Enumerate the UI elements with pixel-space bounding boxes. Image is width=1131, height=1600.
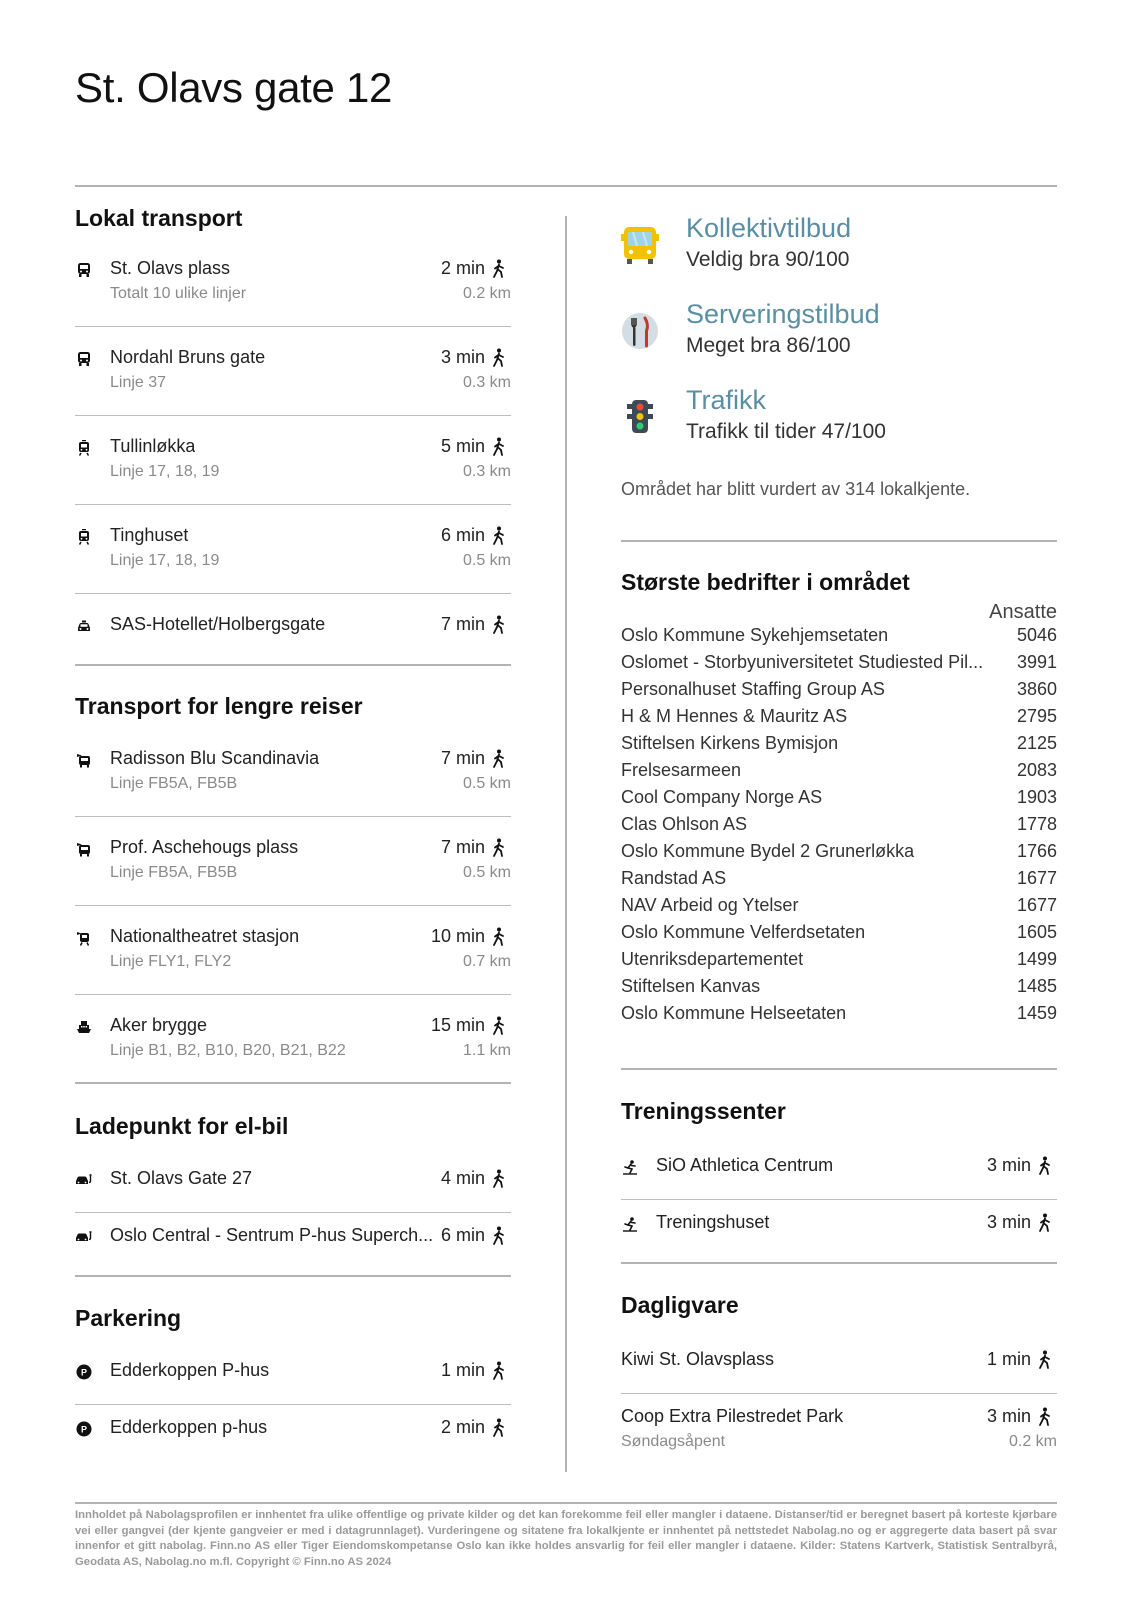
stop-name: Tinghuset xyxy=(110,525,189,545)
stop-lines: Linje FB5A, FB5B xyxy=(110,775,238,792)
walking-icon xyxy=(491,1361,507,1381)
table-row xyxy=(621,652,1057,679)
table-row xyxy=(621,814,1057,841)
divider xyxy=(75,1404,511,1405)
ev-charger-icon xyxy=(75,1171,93,1189)
divider xyxy=(621,540,1057,542)
gym-icon xyxy=(621,1215,639,1233)
bus-icon xyxy=(75,261,93,279)
page-title: St. Olavs gate 12 xyxy=(75,64,393,111)
employee-count: 1903 xyxy=(1016,787,1057,807)
list-item[interactable] xyxy=(75,835,511,905)
walk-time: 7 min xyxy=(440,614,485,634)
walk-time: 2 min xyxy=(440,258,485,278)
rating-score: Veldig bra 90/100 xyxy=(686,248,850,271)
walk-time: 3 min xyxy=(986,1406,1031,1426)
stop-name: SAS-Hotellet/Holbergsgate xyxy=(110,614,326,634)
divider xyxy=(621,1068,1057,1070)
employee-count: 1677 xyxy=(1016,868,1057,888)
airport-train-icon xyxy=(75,929,93,947)
employee-count: 1605 xyxy=(1016,922,1057,942)
ladepunkt-list xyxy=(75,1166,511,1269)
divider xyxy=(621,1262,1057,1264)
walking-icon xyxy=(491,437,507,457)
walking-icon xyxy=(1037,1156,1053,1176)
employee-count: 5046 xyxy=(1016,625,1057,645)
company-name: Utenriksdepartementet xyxy=(621,949,804,969)
list-item[interactable] xyxy=(75,1415,511,1461)
list-item[interactable] xyxy=(75,1013,511,1083)
list-item[interactable] xyxy=(75,523,511,593)
list-item[interactable] xyxy=(621,1210,1057,1256)
list-item[interactable] xyxy=(75,256,511,326)
store-name: Coop Extra Pilestredet Park xyxy=(621,1406,844,1426)
table-row xyxy=(621,922,1057,949)
walk-time: 4 min xyxy=(440,1168,485,1188)
table-row xyxy=(621,1003,1057,1030)
divider xyxy=(75,415,511,416)
gym-name: SiO Athletica Centrum xyxy=(656,1155,834,1175)
section-title-treningssenter: Treningssenter xyxy=(621,1098,786,1124)
stop-lines: Linje 17, 18, 19 xyxy=(110,463,220,480)
list-item[interactable] xyxy=(75,746,511,816)
dagligvare-list xyxy=(621,1347,1057,1474)
walk-time: 3 min xyxy=(986,1212,1031,1232)
left-column xyxy=(75,187,511,1461)
employee-count: 1485 xyxy=(1016,976,1057,996)
company-name: Oslo Kommune Sykehjemsetaten xyxy=(621,625,889,645)
stop-lines: Linje B1, B2, B10, B20, B21, B22 xyxy=(110,1042,346,1059)
walk-time: 6 min xyxy=(440,525,485,545)
treningssenter-list xyxy=(621,1153,1057,1256)
bus-icon xyxy=(75,350,93,368)
rating-serveringstilbud xyxy=(621,299,1057,385)
stop-name: Nordahl Bruns gate xyxy=(110,347,266,367)
walking-icon xyxy=(491,838,507,858)
walk-time: 3 min xyxy=(986,1155,1031,1175)
airport-bus-icon xyxy=(75,840,93,858)
parkering-list xyxy=(75,1358,511,1461)
divider xyxy=(621,1393,1057,1394)
walk-time: 1 min xyxy=(440,1360,485,1380)
distance: 0.5 km xyxy=(462,864,511,881)
walking-icon xyxy=(491,749,507,769)
stop-lines: Linje FLY1, FLY2 xyxy=(110,953,232,970)
charger-name: St. Olavs Gate 27 xyxy=(110,1168,253,1188)
table-row xyxy=(621,976,1057,1003)
gym-icon xyxy=(621,1158,639,1176)
ev-charger-icon xyxy=(75,1228,93,1246)
walking-icon xyxy=(491,259,507,279)
stop-name: Radisson Blu Scandinavia xyxy=(110,748,320,768)
stop-lines: Linje 37 xyxy=(110,374,167,391)
list-item[interactable] xyxy=(75,434,511,504)
walking-icon xyxy=(491,1418,507,1438)
distance: 0.3 km xyxy=(462,374,511,391)
table-row xyxy=(621,733,1057,760)
walk-time: 6 min xyxy=(440,1225,485,1245)
stop-name: Prof. Aschehougs plass xyxy=(110,837,299,857)
stop-lines: Linje FB5A, FB5B xyxy=(110,864,238,881)
walking-icon xyxy=(491,615,507,635)
distance: 1.1 km xyxy=(462,1042,511,1059)
divider xyxy=(75,816,511,817)
column-header-ansatte: Ansatte xyxy=(989,601,1057,623)
store-name: Kiwi St. Olavsplass xyxy=(621,1349,775,1369)
company-name: Personalhuset Staffing Group AS xyxy=(621,679,885,699)
divider xyxy=(75,1275,511,1277)
company-name: Oslo Kommune Helseetaten xyxy=(621,1003,847,1023)
rating-title: Kollektivtilbud xyxy=(686,213,852,243)
list-item[interactable] xyxy=(75,924,511,994)
divider xyxy=(75,1212,511,1213)
walk-time: 7 min xyxy=(440,748,485,768)
rating-kollektivtilbud xyxy=(621,213,1057,299)
section-title-lokal-transport: Lokal transport xyxy=(75,205,243,231)
rating-title: Trafikk xyxy=(686,385,766,415)
airport-bus-icon xyxy=(75,751,93,769)
company-name: Cool Company Norge AS xyxy=(621,787,823,807)
table-row xyxy=(621,841,1057,868)
divider xyxy=(75,504,511,505)
list-item[interactable] xyxy=(621,1347,1057,1393)
divider xyxy=(75,905,511,906)
walking-icon xyxy=(491,1016,507,1036)
company-name: Clas Ohlson AS xyxy=(621,814,748,834)
traffic-light-icon xyxy=(621,397,659,437)
company-name: Oslomet - Storbyuniversitetet Studiested Pil... xyxy=(621,652,984,672)
section-title-dagligvare: Dagligvare xyxy=(621,1292,739,1318)
walk-time: 1 min xyxy=(986,1349,1031,1369)
company-name: Frelsesarmeen xyxy=(621,760,742,780)
table-row xyxy=(621,787,1057,814)
company-name: NAV Arbeid og Ytelser xyxy=(621,895,799,915)
company-name: Randstad AS xyxy=(621,868,727,888)
distance: 0.2 km xyxy=(462,285,511,302)
ratings xyxy=(621,213,1057,471)
walking-icon xyxy=(491,1226,507,1246)
employee-count: 2795 xyxy=(1016,706,1057,726)
cutlery-icon xyxy=(621,311,659,351)
walking-icon xyxy=(1037,1407,1053,1427)
parking-name: Edderkoppen P-hus xyxy=(110,1360,270,1380)
divider xyxy=(75,994,511,995)
divider xyxy=(75,664,511,666)
parking-icon xyxy=(75,1363,93,1381)
list-item[interactable] xyxy=(75,612,511,658)
parking-name: Edderkoppen p-hus xyxy=(110,1417,268,1437)
distance: 0.3 km xyxy=(462,463,511,480)
stop-name: Tullinløkka xyxy=(110,436,196,456)
table-row xyxy=(621,895,1057,922)
list-item[interactable] xyxy=(621,1153,1057,1199)
distance: 0.5 km xyxy=(462,552,511,569)
section-title-ladepunkt: Ladepunkt for el-bil xyxy=(75,1113,289,1139)
stop-name: St. Olavs plass xyxy=(110,258,231,278)
table-row xyxy=(621,868,1057,895)
rating-score: Meget bra 86/100 xyxy=(686,334,851,357)
list-item[interactable] xyxy=(75,345,511,415)
company-name: Stiftelsen Kanvas xyxy=(621,976,761,996)
bedrifter-table xyxy=(621,625,1057,1030)
table-row xyxy=(621,760,1057,787)
divider xyxy=(75,326,511,327)
svg-text:P: P xyxy=(80,1367,88,1378)
lokal-transport-list xyxy=(75,256,511,658)
list-item[interactable] xyxy=(75,1223,511,1269)
section-title-parkering: Parkering xyxy=(75,1305,182,1331)
employee-count: 2125 xyxy=(1016,733,1057,753)
employee-count: 1677 xyxy=(1016,895,1057,915)
charger-name: Oslo Central - Sentrum P-hus Superch... xyxy=(110,1225,434,1245)
walking-icon xyxy=(491,348,507,368)
company-name: H & M Hennes & Mauritz AS xyxy=(621,706,848,726)
employee-count: 1766 xyxy=(1016,841,1057,861)
column-divider xyxy=(565,216,567,1472)
company-name: Stiftelsen Kirkens Bymisjon xyxy=(621,733,839,753)
footer-disclaimer: Innholdet på Nabolagsprofilen er innhentet fra ulike offentlige og private kilder og det kan forekomme feil eller mangler i dataene. Distanser/tid er beregnet basert på korteste kjørbare vei eller gangvei (der kjente gangveier er med i datagrunnlaget). Vurderingene og sitatene fra lokalkjente er innhentet på nettstedet Nabolag.no og er aggregerte data basert på svar innenfor et gitt nabolag. Finn.no AS eller Tiger Eiendomskompetanse Oslo kan ikke holdes ansvarlig for feil eller mangler i dataene. Kilder: Statens Kartverk, Statistisk Sentralbyrå, Geodata AS, Nabolag.no m.fl. Copyright © Finn.no AS 2024 xyxy=(75,1509,1057,1568)
employee-count: 3860 xyxy=(1016,679,1057,699)
lengre-reiser-list xyxy=(75,746,511,1083)
employee-count: 1459 xyxy=(1016,1003,1057,1023)
employee-count: 2083 xyxy=(1016,760,1057,780)
stop-name: Nationaltheatret stasjon xyxy=(110,926,300,946)
walking-icon xyxy=(1037,1350,1053,1370)
walk-time: 3 min xyxy=(440,347,485,367)
rating-trafikk xyxy=(621,385,1057,471)
svg-text:P: P xyxy=(80,1424,88,1435)
walking-icon xyxy=(491,526,507,546)
table-row xyxy=(621,949,1057,976)
distance: 0.7 km xyxy=(462,953,511,970)
table-row xyxy=(621,706,1057,733)
rating-score: Trafikk til tider 47/100 xyxy=(686,420,886,443)
walking-icon xyxy=(491,1169,507,1189)
list-item[interactable] xyxy=(75,1166,511,1212)
walking-icon xyxy=(491,927,507,947)
walk-time: 5 min xyxy=(440,436,485,456)
walk-time: 10 min xyxy=(430,926,485,946)
table-row xyxy=(621,679,1057,706)
taxi-icon xyxy=(75,617,93,635)
stop-lines: Totalt 10 ulike linjer xyxy=(110,285,247,302)
list-item[interactable] xyxy=(621,1404,1057,1474)
distance: 0.2 km xyxy=(1008,1433,1057,1450)
company-name: Oslo Kommune Velferdsetaten xyxy=(621,922,866,942)
list-item[interactable] xyxy=(75,1358,511,1404)
store-note: Søndagsåpent xyxy=(621,1433,726,1450)
stop-lines: Linje 17, 18, 19 xyxy=(110,552,220,569)
section-title-bedrifter: Største bedrifter i området xyxy=(621,569,910,595)
walking-icon xyxy=(1037,1213,1053,1233)
employee-count: 3991 xyxy=(1016,652,1057,672)
walk-time: 2 min xyxy=(440,1417,485,1437)
table-row xyxy=(621,625,1057,652)
walk-time: 7 min xyxy=(440,837,485,857)
walk-time: 15 min xyxy=(430,1015,485,1035)
ratings-note: Området har blitt vurdert av 314 lokalkjente. xyxy=(621,479,971,499)
section-title-lengre-reiser: Transport for lengre reiser xyxy=(75,693,363,719)
employee-count: 1499 xyxy=(1016,949,1057,969)
stop-name: Aker brygge xyxy=(110,1015,208,1035)
tram-icon xyxy=(75,528,93,546)
right-column xyxy=(621,187,1057,1474)
tram-icon xyxy=(75,439,93,457)
divider xyxy=(75,593,511,594)
divider xyxy=(75,1502,1057,1504)
company-name: Oslo Kommune Bydel 2 Grunerløkka xyxy=(621,841,915,861)
employee-count: 1778 xyxy=(1016,814,1057,834)
parking-icon xyxy=(75,1420,93,1438)
bus-front-icon xyxy=(621,225,659,265)
divider xyxy=(621,1199,1057,1200)
distance: 0.5 km xyxy=(462,775,511,792)
gym-name: Treningshuset xyxy=(656,1212,770,1232)
rating-title: Serveringstilbud xyxy=(686,299,880,329)
ferry-icon xyxy=(75,1018,93,1036)
